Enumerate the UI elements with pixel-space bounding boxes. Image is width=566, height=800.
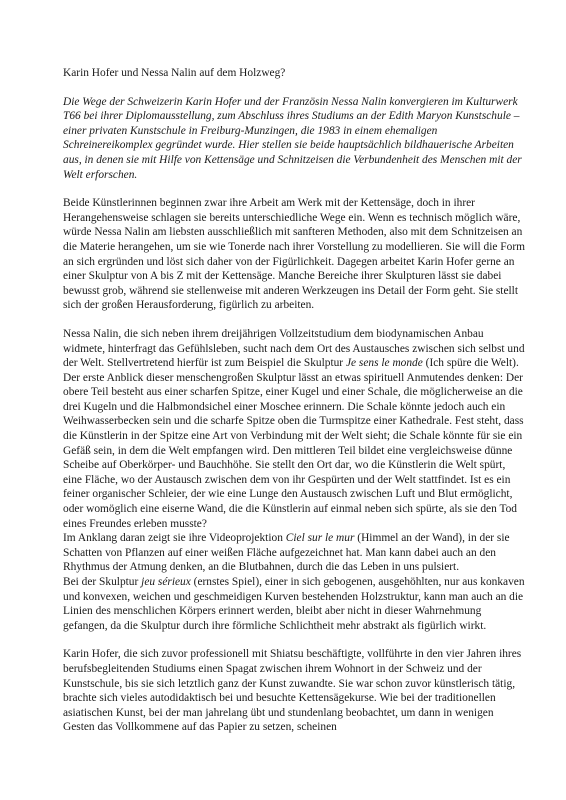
artwork-title-ciel-sur-le-mur: Ciel sur le mur [285,532,355,545]
paragraph-3-text-b: (Himmel an der Wand), in der sie Schatten von Pflanzen auf einer weißen Fläche aufgezeichnet hat. Man kann dabei auch an den Rhythmus der Atmung denken, an die Blutbahnen, durch die das Leben in uns pulsiert. [63,532,510,574]
intro-paragraph: Die Wege der Schweizerin Karin Hofer und der Französin Nessa Nalin konvergieren im Kulturwerk T66 bei ihrer Diplomausstellung, zum Abschluss ihres Studiums an der Edith Maryon Kunstschule – einer privaten Kunstschule in Freiburg-Munzingen, die 1983 in einem ehemaligen Schreinereikomplex gegründet wurde. Hier stellen sie beide hauptsächlich bildhauerische Arbeiten aus, in denen sie mit Hilfe von Kettensäge und Schnitzeisen die Verbundenheit des Menschen mit der Welt erforschen. [63,95,522,181]
paragraph-4-text-a: Bei der Skulptur [63,576,142,588]
document-title: Karin Hofer und Nessa Nalin auf dem Holzweg? [63,67,286,79]
artwork-title-je-sens-le-monde: Je sens le monde [345,357,423,370]
paragraph-4 [63,575,525,633]
paragraph-2-text-a: Nessa Nalin, die sich neben ihrem dreijährigen Vollzeitstudium dem biodynamischen Anbau widmete, hinterfragt das Gefühlsleben, sucht nach dem Ort des Austausches zwischen sich selbst und der Welt. Stellvertretend hierfür ist zum Beispiel die Skulptur [63,327,525,370]
paragraph-2-text-b: (Ich spüre die Welt). Der erste Anblick dieser menschengroßen Skulptur lässt an etwas spirituell Anmutendes denken: Der obere Teil besteht aus einer scharfen Spitze, einer Kugel und einer Schale, die möglicherweise an die drei Kugeln und die Halbmondsichel einer Moschee erinnern. Die Schale könnte jedoch auch ein Weihwasserbecken sein und die scharfe Spitze oben die Turmspitze einer Kathedrale. Fest steht, dass die Künstlerin in der Spitze eine Art von Verbindung mit der Welt sieht; die Schale könnte für sie ein Gefäß sein, in dem die Welt empfangen wird. Den mittleren Teil bildet eine vergleichsweise dünne Scheibe auf Oberkörper- und Bauchhöhe. Sie stellt den Ort dar, wo die Künstlerin die Welt spürt, eine Fläche, wo der Austausch zwischen dem von ihr Gespürten und der Welt stattfindet. Ist es ein feiner organischer Schleier, der wie eine Lunge den Austausch zwischen Luft und Blut ermöglicht, oder womöglich eine eiserne Wand, die die Künstlerin auf einmal neben sich spürte, als sie den Tod eines Freundes erleben musste? [63,357,524,530]
artwork-title-jeu-serieux: jeu sérieux [141,576,191,588]
paragraph-3-text-a: Im Anklang daran zeigt sie ihre Videoprojektion [63,532,286,545]
paragraph-5: Karin Hofer, die sich zuvor professionell mit Shiatsu beschäftigte, vollführte in den vier Jahren ihres berufsbegleitenden Studiums einen Spagat zwischen ihrem Wohnort in der Schweiz und der Kunstschule, bis sie sich letztlich ganz der Kunst zuwandte. Sie war schon zuvor künstlerisch tätig, brachte sich vieles autodidaktisch bei und besuchte Kettensägekurse. Wie bei der traditionellen asiatischen Kunst, bei der man jahrelang übt und stundenlang beobachtet, um dann in wenigen Gesten das Vollkommene auf das Papier zu setzen, scheinen [63,648,522,734]
document-page [63,66,525,735]
paragraph-4-text-b: (ernstes Spiel), einer in sich gebogenen, ausgehöhlten, nur aus konkaven und konvexen, weichen und geschmeidigen Kurven bestehenden Holzstruktur, kann man auch an die Linien des menschlichen Körpers erinnert werden, bleibt aber nicht in dieser Wahrnehmung gefangen, da die Skulptur durch ihre förmliche Schlichtheit mehr abstrakt als figürlich wirkt. [63,576,525,632]
paragraph-2 [63,327,525,531]
paragraph-1: Beide Künstlerinnen beginnen zwar ihre Arbeit am Werk mit der Kettensäge, doch in ihrer Herangehensweise schlagen sie bereits unterschiedliche Wege ein. Wenn es technisch möglich wäre, würde Nessa Nalin am liebsten ausschließlich mit sanfteren Methoden, also mit dem Schnitzeisen an die Materie herangehen, um sie wie Tonerde nach ihrer Vorstellung zu modellieren. Sie will die Form an sich ergründen und löst sich daher von der Figürlichkeit. Dagegen arbeitet Karin Hofer gerne an einer Skulptur von A bis Z mit der Kettensäge. Manche Bereiche ihrer Skulpturen lässt sie dabei bewusst grob, während sie stellenweise mit anderen Werkzeugen ins Detail der Form geht. Sie stellt sich der großen Herausforderung, figürlich zu arbeiten. [63,197,525,312]
paragraph-3 [63,531,525,575]
